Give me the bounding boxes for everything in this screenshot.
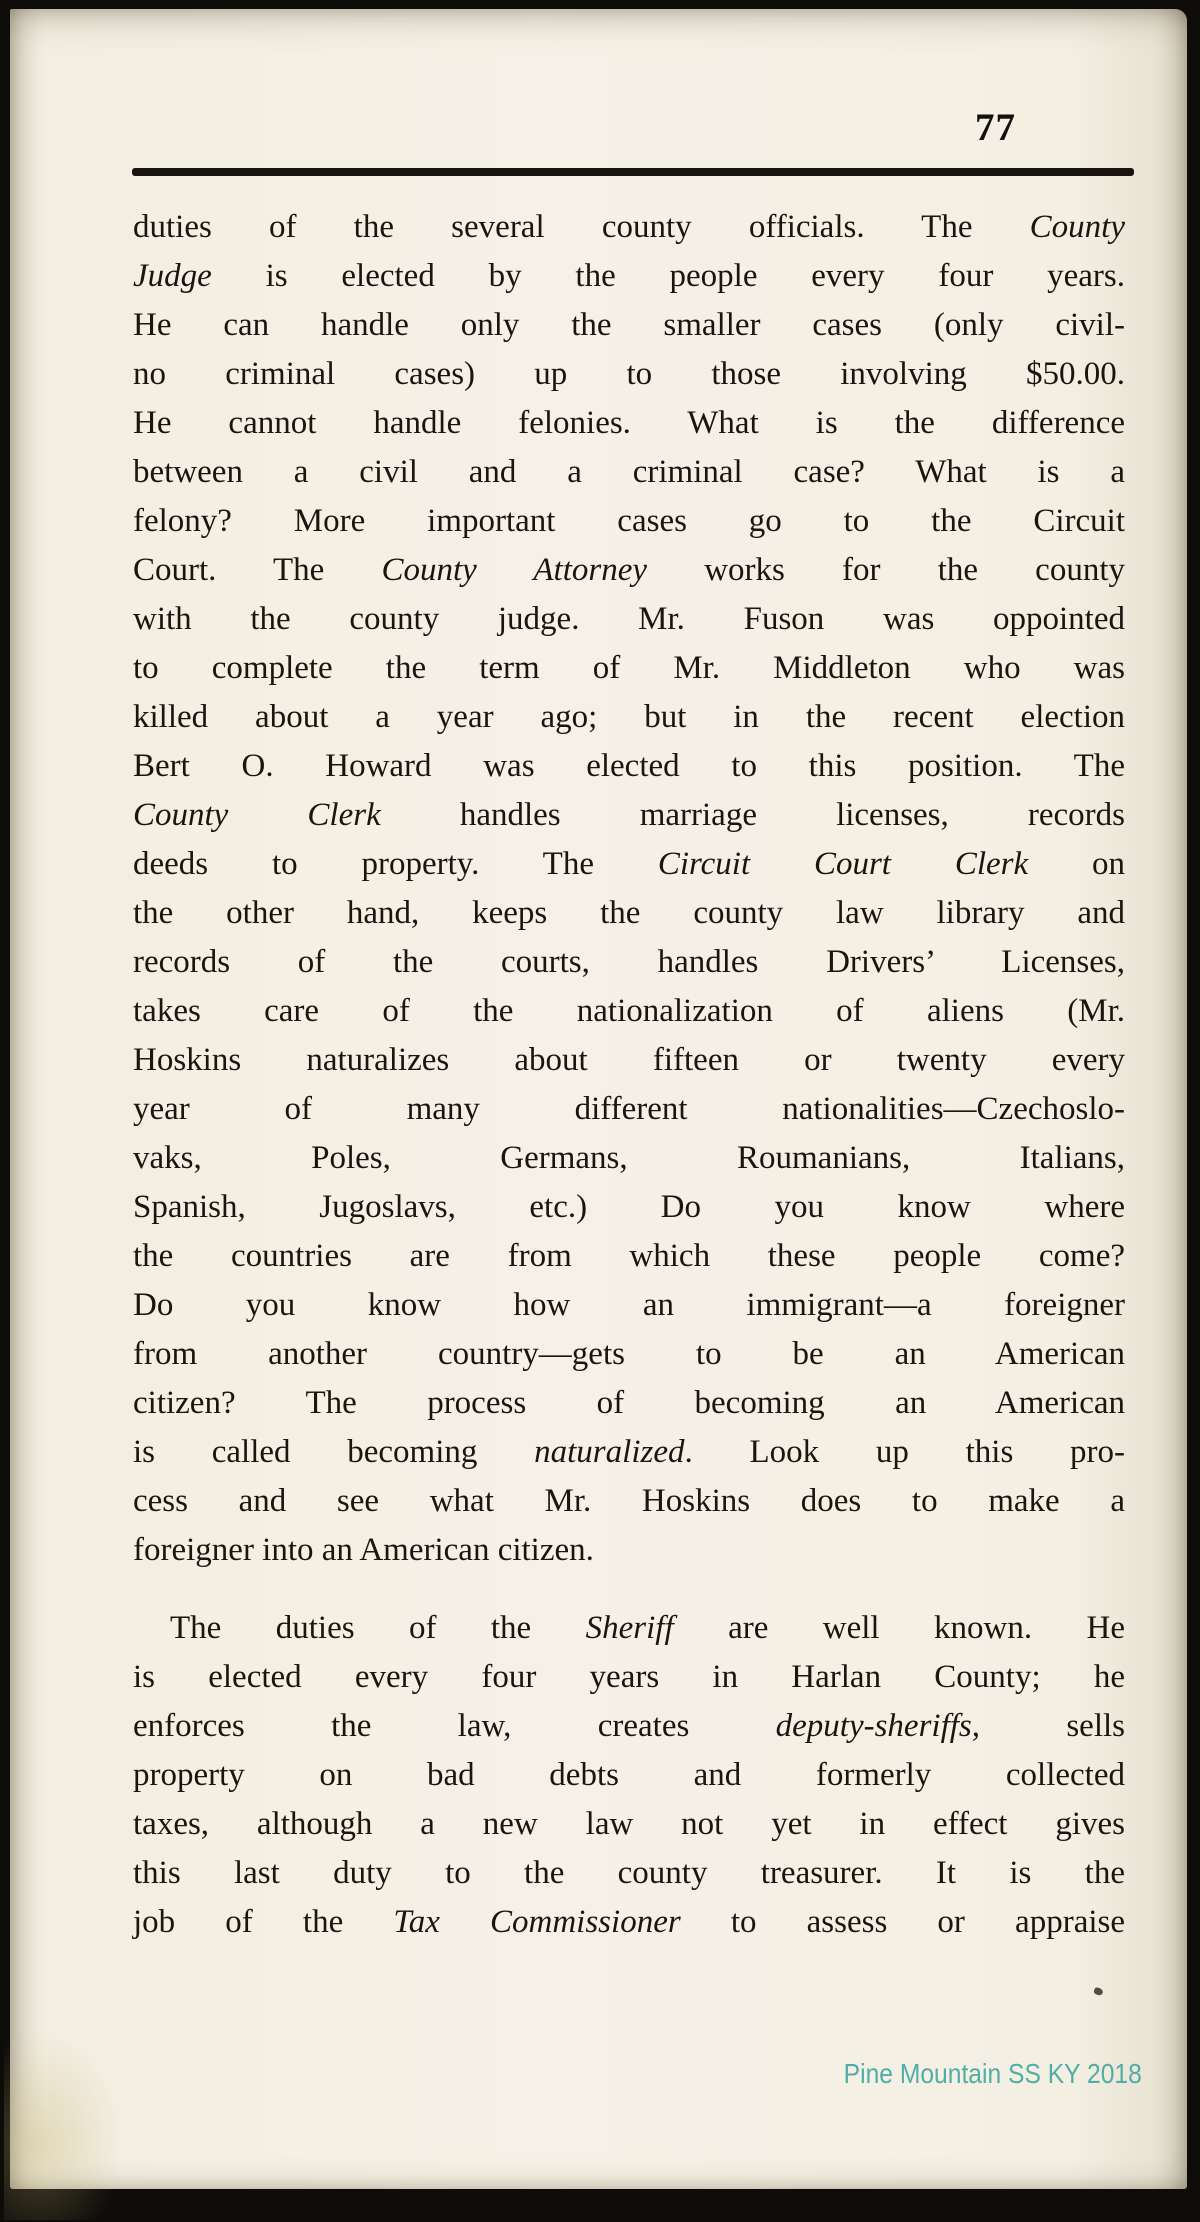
text-line: [133, 1604, 1125, 1653]
text-line: [133, 1281, 1125, 1330]
text-line: [133, 1526, 1125, 1575]
text-line: [133, 1428, 1125, 1477]
watermark: Pine Mountain SS KY 2018: [843, 2058, 1142, 2089]
text-segment: Bert O. Howard was elected to this position. The: [133, 748, 1125, 784]
text-segment: taxes, although a new law not yet in effect gives: [133, 1806, 1125, 1842]
text-segment: Do you know how an immigrant—a foreigner: [133, 1287, 1125, 1323]
text-line: [133, 889, 1125, 938]
text-segment: with the county judge. Mr. Fuson was oppointed: [133, 601, 1125, 637]
paragraph: [133, 1604, 1125, 1947]
text-line: [133, 1800, 1125, 1849]
italic-text-segment: deputy-sheriffs,: [775, 1708, 981, 1744]
text-segment: citizen? The process of becoming an American: [133, 1385, 1125, 1421]
text-line: [133, 497, 1125, 546]
text-line: [133, 791, 1125, 840]
text-segment: on: [1028, 846, 1126, 882]
body-text: [133, 203, 1125, 1947]
text-segment: duties of the several county officials. The: [133, 209, 1030, 245]
text-segment: from another country—gets to be an American: [133, 1336, 1125, 1372]
text-line: [133, 399, 1125, 448]
italic-text-segment: County: [1029, 209, 1125, 245]
paragraph: [133, 203, 1125, 1575]
text-line: [133, 1379, 1125, 1428]
text-line: [133, 644, 1125, 693]
text-segment: He can handle only the smaller cases (only civil-: [133, 307, 1125, 343]
text-line: [133, 987, 1125, 1036]
text-line: [133, 840, 1125, 889]
text-segment: year of many different nationalities—Czechoslo-: [133, 1091, 1125, 1127]
text-segment: to assess or appraise: [680, 1904, 1125, 1940]
text-line: [133, 595, 1125, 644]
text-segment: sells: [980, 1708, 1126, 1744]
text-segment: foreigner into an American citizen.: [133, 1532, 594, 1568]
text-segment: is called becoming: [133, 1434, 535, 1470]
text-line: [133, 1653, 1125, 1702]
text-segment: killed about a year ago; but in the recent election: [133, 699, 1125, 735]
italic-text-segment: Judge: [133, 258, 212, 294]
text-segment: deeds to property. The: [133, 846, 658, 882]
text-line: [133, 1183, 1125, 1232]
italic-text-segment: County Attorney: [381, 552, 648, 588]
text-segment: . Look up this pro-: [684, 1434, 1125, 1470]
text-segment: to complete the term of Mr. Middleton who was: [133, 650, 1125, 686]
text-line: [133, 448, 1125, 497]
text-segment: is elected by the people every four years.: [211, 258, 1125, 294]
text-segment: the other hand, keeps the county law library and: [133, 895, 1125, 931]
text-segment: are well known. He: [673, 1610, 1125, 1646]
text-line: [133, 742, 1125, 791]
text-segment: vaks, Poles, Germans, Roumanians, Italians,: [133, 1140, 1125, 1176]
page-number: 77: [975, 106, 1016, 149]
text-segment: Spanish, Jugoslavs, etc.) Do you know where: [133, 1189, 1125, 1225]
text-segment: felony? More important cases go to the Circuit: [133, 503, 1125, 539]
italic-text-segment: County Clerk: [133, 797, 381, 833]
text-segment: handles marriage licenses, records: [380, 797, 1125, 833]
header-rule: [132, 168, 1134, 176]
text-segment: works for the county: [647, 552, 1125, 588]
text-segment: The duties of the: [170, 1610, 586, 1646]
text-segment: the countries are from which these people come?: [133, 1238, 1125, 1274]
text-line: [133, 1702, 1125, 1751]
text-segment: between a civil and a criminal case? What is a: [133, 454, 1125, 490]
text-line: [133, 693, 1125, 742]
text-line: [133, 1085, 1125, 1134]
text-segment: records of the courts, handles Drivers’ Licenses,: [133, 944, 1125, 980]
text-line: [133, 301, 1125, 350]
text-line: [133, 1849, 1125, 1898]
text-line: [133, 1330, 1125, 1379]
text-segment: enforces the law, creates: [133, 1708, 776, 1744]
text-line: [133, 546, 1125, 595]
italic-text-segment: Sheriff: [585, 1610, 674, 1646]
italic-text-segment: Circuit Court Clerk: [657, 846, 1029, 882]
text-segment: cess and see what Mr. Hoskins does to make a: [133, 1483, 1125, 1519]
text-line: [133, 938, 1125, 987]
text-line: [133, 1232, 1125, 1281]
italic-text-segment: naturalized: [534, 1434, 685, 1470]
text-segment: is elected every four years in Harlan County; he: [133, 1659, 1125, 1695]
text-segment: Hoskins naturalizes about fifteen or twenty every: [133, 1042, 1125, 1078]
text-line: [133, 203, 1125, 252]
text-line: [133, 350, 1125, 399]
text-segment: property on bad debts and formerly collected: [133, 1757, 1125, 1793]
text-segment: Court. The: [133, 552, 382, 588]
text-line: [133, 1898, 1125, 1947]
text-segment: job of the: [133, 1904, 394, 1940]
text-line: [133, 1134, 1125, 1183]
text-line: [133, 1751, 1125, 1800]
italic-text-segment: Tax Commissioner: [393, 1904, 681, 1940]
text-segment: this last duty to the county treasurer. It is the: [133, 1855, 1125, 1891]
text-line: [133, 252, 1125, 301]
text-segment: takes care of the nationalization of aliens (Mr.: [133, 993, 1125, 1029]
text-segment: no criminal cases) up to those involving $50.00.: [133, 356, 1125, 392]
text-line: [133, 1036, 1125, 1085]
text-line: [133, 1477, 1125, 1526]
text-segment: He cannot handle felonies. What is the difference: [133, 405, 1125, 441]
